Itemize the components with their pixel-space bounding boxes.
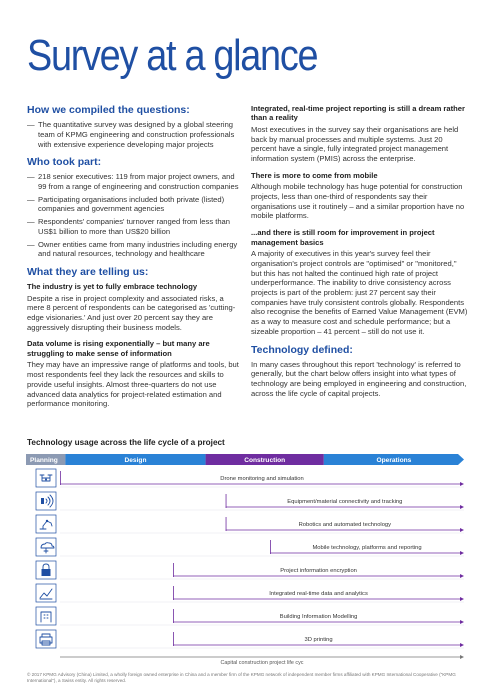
technology-row	[60, 517, 464, 533]
bar-start-marker	[173, 586, 174, 600]
section-body: In many cases throughout this report 'technology' is referred to generally, but the chart below offers insight into what types of technology are being employed in engineering and construction, across the life cycle of capital projects.	[251, 359, 467, 398]
bar-arrowhead	[460, 482, 464, 486]
technology-row	[60, 609, 464, 625]
bar-arrowhead	[460, 643, 464, 647]
printer-icon	[36, 630, 56, 648]
list-item: — Participating organisations included both private (listed) companies and government agencies	[27, 195, 242, 214]
section-body: Despite a rise in project complexity and associated risks, a mere 8 percent of respondents can be categorised as 'cutting-edge visionaries.' And just over 20 percent say they are aggressively disrupting their business models.	[27, 293, 236, 332]
section-heading: ...and there is still room for improvement in project management basics	[251, 228, 435, 247]
right-column	[251, 104, 469, 406]
row-label: Equipment/material connectivity and tracking	[287, 499, 403, 505]
page-title: Survey at a glance	[27, 31, 318, 80]
row-label: Integrated real-time data and analytics	[269, 591, 368, 597]
section-heading: Data volume is rising exponentially – but many are struggling to make sense of information	[27, 339, 210, 358]
lock-icon	[36, 561, 56, 579]
section-body: Although mobile technology has huge potential for construction projects, less than one-third of respondents say their organisations use it routinely – and a similar proportion have no mobile platforms.	[251, 182, 465, 221]
technology-row	[60, 586, 464, 602]
icon-column	[36, 469, 56, 648]
section-body: Most executives in the survey say their organisations are held back by manual processes and multiple systems. Just 20 percent have a single, fully integrated project management information system (PMIS) across the enterprise.	[251, 124, 459, 164]
bar-start-marker	[173, 632, 174, 646]
section-heading: There is more to come from mobile	[251, 170, 378, 180]
bar-arrowhead	[460, 574, 464, 578]
phase-label: Construction	[244, 457, 286, 464]
lifecycle-axis	[60, 655, 464, 666]
who-list	[27, 172, 242, 259]
section-body: A majority of executives in this year's survey feel their organisation's project controls are "optimised" or "monitored," but this has not halted the continued high rate of project underperformance. The inability to drive consistency across projects is part of the problem: just 27 percent say their companies have truly consistent controls globally. Respondents also recognise the benefits of Earned Value Management (EVM) as a way to measure cost and schedule performance; but a sizeable proportion – 41 percent – still do not use it.	[251, 249, 468, 336]
bar-start-marker	[173, 609, 174, 623]
heading-what-telling: What they are telling us:	[27, 266, 149, 279]
row-label: Mobile technology, platforms and reporting	[312, 545, 422, 551]
bar-start-marker	[60, 471, 61, 485]
bar-arrowhead	[460, 597, 464, 601]
technology-lifecycle-chart	[24, 450, 470, 666]
heading-how-compiled: How we compiled the questions:	[27, 104, 190, 116]
bar-arrowhead	[460, 505, 464, 509]
connectivity-icon	[36, 492, 56, 510]
technology-rows	[60, 471, 464, 648]
axis-label: Capital construction project life cyc	[220, 660, 304, 666]
bar-arrowhead	[460, 528, 464, 532]
row-label: Drone monitoring and simulation	[220, 476, 304, 482]
row-label: Project information encryption	[280, 568, 357, 574]
chart-title: Technology usage across the life cycle of a project	[27, 438, 225, 447]
heading-who-took-part: Who took part:	[27, 156, 102, 169]
robot-arm-icon	[36, 515, 56, 533]
bar-start-marker	[226, 494, 227, 508]
technology-row	[60, 494, 464, 510]
technology-row	[60, 540, 464, 556]
section-heading: Integrated, real-time project reporting is still a dream rather than a reality	[251, 104, 465, 123]
list-item: — The quantitative survey was designed by a global steering team of KPMG engineering and construction professionals with extensive experience developing major projects	[27, 120, 242, 149]
technology-row	[60, 471, 464, 487]
bar-start-marker	[270, 540, 271, 554]
row-label: Robotics and automated technology	[298, 522, 392, 528]
axis-arrowhead	[460, 655, 464, 659]
bar-start-marker	[173, 563, 174, 577]
section-heading: The industry is yet to fully embrace technology	[27, 282, 198, 292]
bar-arrowhead	[460, 551, 464, 555]
row-label: 3D printing	[304, 637, 333, 643]
row-label: Building Information Modelling	[279, 614, 358, 620]
bar-arrowhead	[460, 620, 464, 624]
list-item: — Respondents' companies' turnover ranged from less than US$1 billion to more than US$20 billion	[27, 217, 242, 236]
bar-start-marker	[226, 517, 227, 531]
list-item: — Owner entities came from many industries including energy and natural resources, technology and healthcare	[27, 240, 242, 259]
technology-row	[60, 632, 464, 648]
phase-band	[26, 454, 464, 465]
analytics-icon	[36, 584, 56, 602]
phase-label: Operations	[376, 457, 412, 464]
left-column	[27, 104, 242, 416]
heading-technology-defined: Technology defined:	[251, 343, 353, 356]
footer-copyright: © 2017 KPMG Advisory (China) Limited, a wholly foreign owned enterprise in China and a member firm of the KPMG network of independent member firms affiliated with KPMG International Cooperative ("KPMG International"), a Swiss entity. All rights reserved.	[27, 672, 456, 683]
phase-label: Planning	[30, 457, 58, 464]
technology-row	[60, 563, 464, 579]
compiled-list	[27, 120, 242, 149]
cloud-icon	[36, 538, 56, 556]
section-body: They may have an impressive range of platforms and tools, but most respondents feel they lack the resources and skills to provide useful insights. Almost three-quarters do not use advanced data analytics for project-related estimation and performance monitoring.	[27, 360, 239, 409]
list-item: — 218 senior executives: 119 from major project owners, and 99 from a range of engineering and construction companies	[27, 172, 242, 191]
phase-label: Design	[124, 457, 147, 464]
building-icon	[36, 607, 56, 625]
drone-icon	[36, 469, 56, 487]
